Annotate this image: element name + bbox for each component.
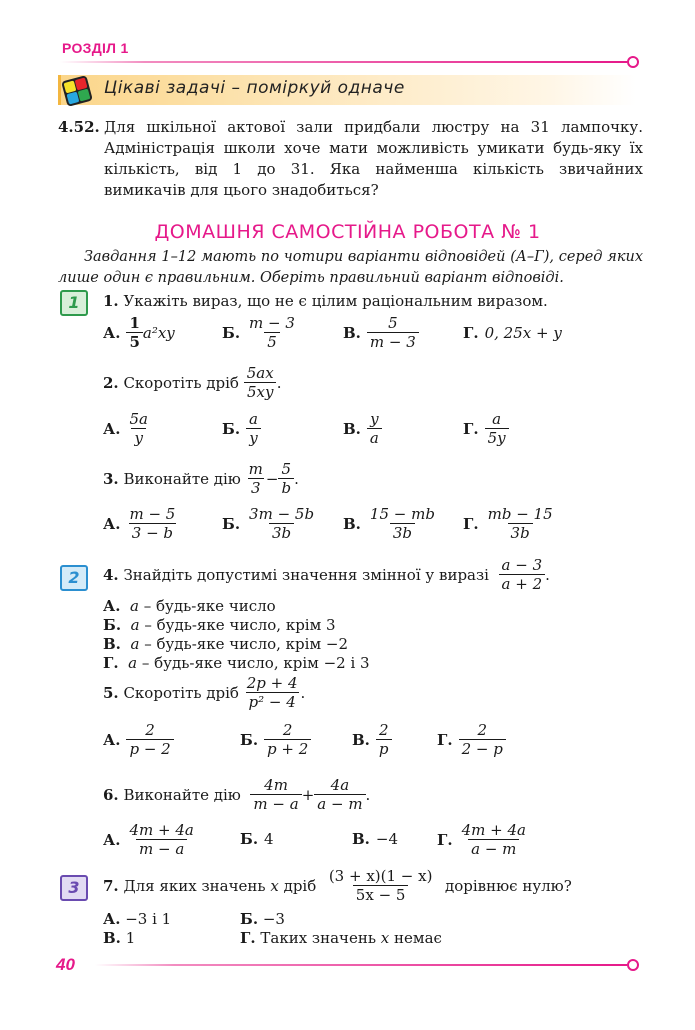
denominator: 2 − p (459, 739, 506, 758)
fraction (126, 314, 142, 351)
denominator: 5x − 5 (353, 885, 409, 904)
numerator: a (249, 410, 258, 428)
task-1-option-a[interactable] (103, 314, 175, 351)
fraction-1 (250, 776, 301, 813)
fraction (244, 364, 277, 401)
task-7-question (103, 867, 572, 904)
option-label: В. (343, 514, 361, 533)
option-label: Б. (222, 419, 241, 438)
denominator: m − a (136, 839, 187, 858)
denominator: p + 2 (264, 739, 311, 758)
task-text: Укажіть вираз, що не є цілим раціональним виразом. (123, 292, 548, 310)
denominator: 3b (390, 523, 415, 542)
numerator: a − 3 (501, 556, 543, 574)
operator: + (301, 785, 315, 804)
fraction (459, 721, 506, 758)
task-4-option-d[interactable] (103, 654, 370, 673)
fraction (367, 410, 382, 447)
fraction (126, 721, 173, 758)
variable: a (130, 635, 140, 653)
numerator: 5a (129, 410, 148, 428)
option-label: Б. (240, 910, 259, 928)
numerator: m − 5 (129, 505, 176, 523)
task-4-option-c[interactable] (103, 635, 370, 654)
denominator: p² − 4 (246, 692, 299, 711)
task-number: 5. (103, 683, 119, 702)
fraction-1 (246, 460, 266, 497)
option-label: А. (103, 730, 121, 749)
variable: a (130, 597, 139, 615)
numerator: 5 (281, 460, 292, 478)
option-label: Б. (103, 616, 122, 634)
fraction (246, 410, 261, 447)
fraction (126, 505, 178, 542)
numerator: 4m + 4a (461, 821, 526, 839)
denominator: 3b (269, 523, 294, 542)
task-text: Виконайте дію (123, 785, 241, 804)
option-label: А. (103, 323, 121, 342)
option-text: Таких значень (260, 929, 377, 947)
option-label: В. (343, 419, 361, 438)
expression: a²xy (142, 323, 175, 342)
option-text: – будь-яке число (143, 597, 276, 615)
numerator: 1 (129, 314, 140, 332)
task-number: 6. (103, 785, 119, 804)
option-label: Г. (240, 929, 256, 947)
task-7-option-c[interactable] (103, 929, 135, 948)
denominator: m − 3 (367, 332, 419, 351)
fraction (264, 721, 311, 758)
variable: a (128, 654, 138, 672)
fraction-2 (278, 460, 294, 497)
numerator: (3 + x)(1 − x) (328, 867, 433, 885)
denominator: p (376, 739, 392, 758)
task-2-option-c[interactable] (343, 410, 382, 447)
option-value: 1 (125, 929, 136, 947)
task-4-option-b[interactable] (103, 616, 370, 635)
denominator: 5y (485, 428, 509, 447)
task-5-question: 5. Скоротіть дріб $\frac{2p + 4}{\text{p² − 4}}$ . (103, 674, 306, 711)
denominator: b (278, 478, 294, 497)
fraction (459, 821, 529, 858)
numerator: a (492, 410, 502, 428)
option-label: Б. (240, 830, 259, 848)
numerator: 3m − 5b (249, 505, 315, 523)
task-7-option-d[interactable] (240, 929, 442, 948)
rubik-cube-icon (60, 74, 94, 108)
task-5-option-b[interactable] (240, 721, 311, 758)
denominator: 3b (508, 523, 533, 542)
numerator: 2 (378, 721, 389, 739)
task-number: 3. (103, 469, 119, 488)
task-6-option-c[interactable] (352, 830, 398, 848)
option-label: Г. (463, 419, 479, 438)
numerator: 5ax (246, 364, 274, 382)
task-6-option-a[interactable] (103, 821, 197, 858)
problem-number: 4.52. (58, 118, 100, 136)
option-label: А. (103, 910, 121, 928)
numerator: 15 − mb (369, 505, 435, 523)
variable: x (380, 929, 390, 947)
problem-text: Для шкільної актової зали придбали люстру на 31 лампочку. Адміністрація школи хоче мати можливість умикати будь-яку їх кількість, від 1 до 31. Яка найменша кількість звичайних вимикачів для цього знадобиться? (104, 118, 643, 199)
option-text: – будь-яке число, крім −2 і 3 (141, 654, 370, 672)
denominator: y (246, 428, 260, 447)
option-label: В. (103, 929, 121, 947)
expression: 0, 25x + y (484, 324, 562, 342)
numerator: 4m + 4a (129, 821, 194, 839)
numerator: 4m (264, 776, 288, 794)
fraction (485, 410, 509, 447)
option-label: В. (352, 830, 370, 848)
task-number: 7. (103, 876, 119, 895)
option-label: Б. (222, 323, 241, 342)
task-text: Скоротіть дріб (123, 683, 239, 702)
header-rule (60, 61, 627, 63)
task-7-option-b[interactable] (240, 910, 285, 929)
footer-rule (95, 964, 627, 966)
page-number: 40 (56, 955, 75, 974)
option-label: Г. (437, 730, 453, 749)
option-value: −4 (375, 830, 399, 848)
level-badge-3: 3 (60, 875, 88, 901)
fraction (126, 410, 151, 447)
task-1-question (103, 292, 548, 310)
homework-intro: Завдання 1–12 мають по чотири варіанти відповідей (А–Г), серед яких лише один є правильним. Оберіть правильний варіант відповіді. (58, 249, 643, 286)
task-text: Скоротіть дріб (123, 373, 239, 392)
task-number: 1. (103, 292, 119, 310)
banner-title: Цікаві задачі – поміркуй одначе (104, 78, 405, 98)
numerator: 2 (282, 721, 293, 739)
task-3-option-c[interactable] (343, 505, 438, 542)
denominator: a − m (314, 794, 365, 813)
homework-title: ДОМАШНЯ САМОСТІЙНА РОБОТА № 1 (154, 221, 541, 243)
option-text: – будь-яке число, крім −2 (144, 635, 348, 653)
fraction (326, 867, 436, 904)
option-label: Г. (463, 324, 479, 342)
option-label: А. (103, 597, 121, 615)
option-label: А. (103, 514, 121, 533)
task-1-option-b[interactable] (222, 314, 298, 351)
denominator: m − a (250, 794, 301, 813)
numerator: mb − 15 (487, 505, 553, 523)
level-badge-1: 1 (60, 290, 88, 316)
task-text: Для яких значень (123, 876, 266, 895)
operator: − (265, 469, 279, 488)
task-text-after: дорівнює нулю? (444, 876, 572, 895)
denominator: p − 2 (126, 739, 173, 758)
variable: x (270, 876, 279, 895)
fraction (367, 314, 419, 351)
option-label: В. (343, 323, 361, 342)
footer-rule-end-icon (627, 959, 639, 971)
denominator: y (131, 428, 145, 447)
fraction (126, 821, 196, 858)
fraction (367, 505, 438, 542)
task-3-option-a[interactable] (103, 505, 178, 542)
option-label: Б. (222, 514, 241, 533)
task-1-option-c[interactable] (343, 314, 419, 351)
task-2-option-a[interactable] (103, 410, 151, 447)
task-2-question: 2. Скоротіть дріб $\frac{5ax}{5xy}$ . (103, 364, 282, 401)
numerator: 5 (388, 314, 398, 332)
fraction (485, 505, 556, 542)
option-text-after: немає (394, 929, 442, 947)
section-label: РОЗДІЛ 1 (62, 40, 129, 56)
numerator: 2 (145, 721, 155, 739)
fraction (246, 505, 317, 542)
denominator: 3 (248, 478, 264, 497)
denominator: a + 2 (499, 574, 546, 593)
header-rule-end-icon (627, 56, 639, 68)
task-2-option-b[interactable] (222, 410, 261, 447)
denominator: 5 (264, 332, 280, 351)
fraction-2 (314, 776, 365, 813)
denominator: a − m (468, 839, 519, 858)
option-label: Б. (240, 730, 259, 749)
task-4-question: 4. Знайдіть допустимі значення змінної у виразі $\frac{a - 3}{a + 2}$ . (103, 556, 550, 593)
numerator: m − 3 (249, 314, 295, 332)
task-3-option-d[interactable] (463, 505, 556, 542)
task-5-option-c[interactable] (352, 721, 392, 758)
task-3-question: 3. Виконайте дію $\frac{m}{3}$ − $\frac{5}{b}$ . (103, 460, 299, 497)
option-label: Г. (463, 514, 479, 533)
task-2-option-d[interactable] (463, 410, 509, 447)
option-label: Г. (437, 830, 453, 849)
option-text: – будь-яке число, крім 3 (144, 616, 336, 634)
task-number: 4. (103, 565, 119, 584)
numerator: 4a (330, 776, 350, 794)
option-label: В. (103, 635, 121, 653)
fraction (499, 556, 546, 593)
option-label: А. (103, 830, 121, 849)
numerator: 2p + 4 (246, 674, 298, 692)
task-6-option-d[interactable] (437, 821, 529, 858)
numerator: y (370, 410, 379, 428)
denominator: 3 − b (129, 523, 176, 542)
task-5-option-a[interactable] (103, 721, 174, 758)
task-7-option-a[interactable] (103, 910, 171, 929)
task-4-option-a[interactable] (103, 597, 370, 616)
numerator: m (248, 460, 263, 478)
task-4-options (103, 597, 370, 673)
task-3-option-b[interactable] (222, 505, 317, 542)
task-1-option-d[interactable] (463, 324, 562, 342)
task-6-option-b[interactable] (240, 830, 274, 848)
option-label: А. (103, 419, 121, 438)
task-5-option-d[interactable] (437, 721, 506, 758)
denominator: a (367, 428, 382, 447)
task-number: 2. (103, 373, 119, 392)
level-badge-2: 2 (60, 565, 88, 591)
task-text: Виконайте дію (123, 469, 241, 488)
fraction (246, 314, 298, 351)
task-text: Знайдіть допустимі значення змінної у виразі (123, 565, 489, 584)
option-value: −3 (262, 910, 285, 928)
option-value: −3 і 1 (125, 910, 172, 928)
denominator: 5xy (244, 382, 276, 401)
option-label: Г. (103, 654, 119, 672)
option-value: 4 (264, 830, 274, 848)
problem-4-52 (58, 117, 643, 201)
task-6-question: 6. Виконайте дію $\frac{4m}{m - a}$ + $\frac{4a}{a - m}$ . (103, 776, 371, 813)
variable: a (130, 616, 140, 634)
numerator: 2 (477, 721, 487, 739)
fraction (376, 721, 392, 758)
fraction (244, 674, 301, 711)
task-text-mid: дріб (283, 876, 317, 895)
option-label: В. (352, 730, 370, 749)
denominator: 5 (126, 332, 142, 351)
